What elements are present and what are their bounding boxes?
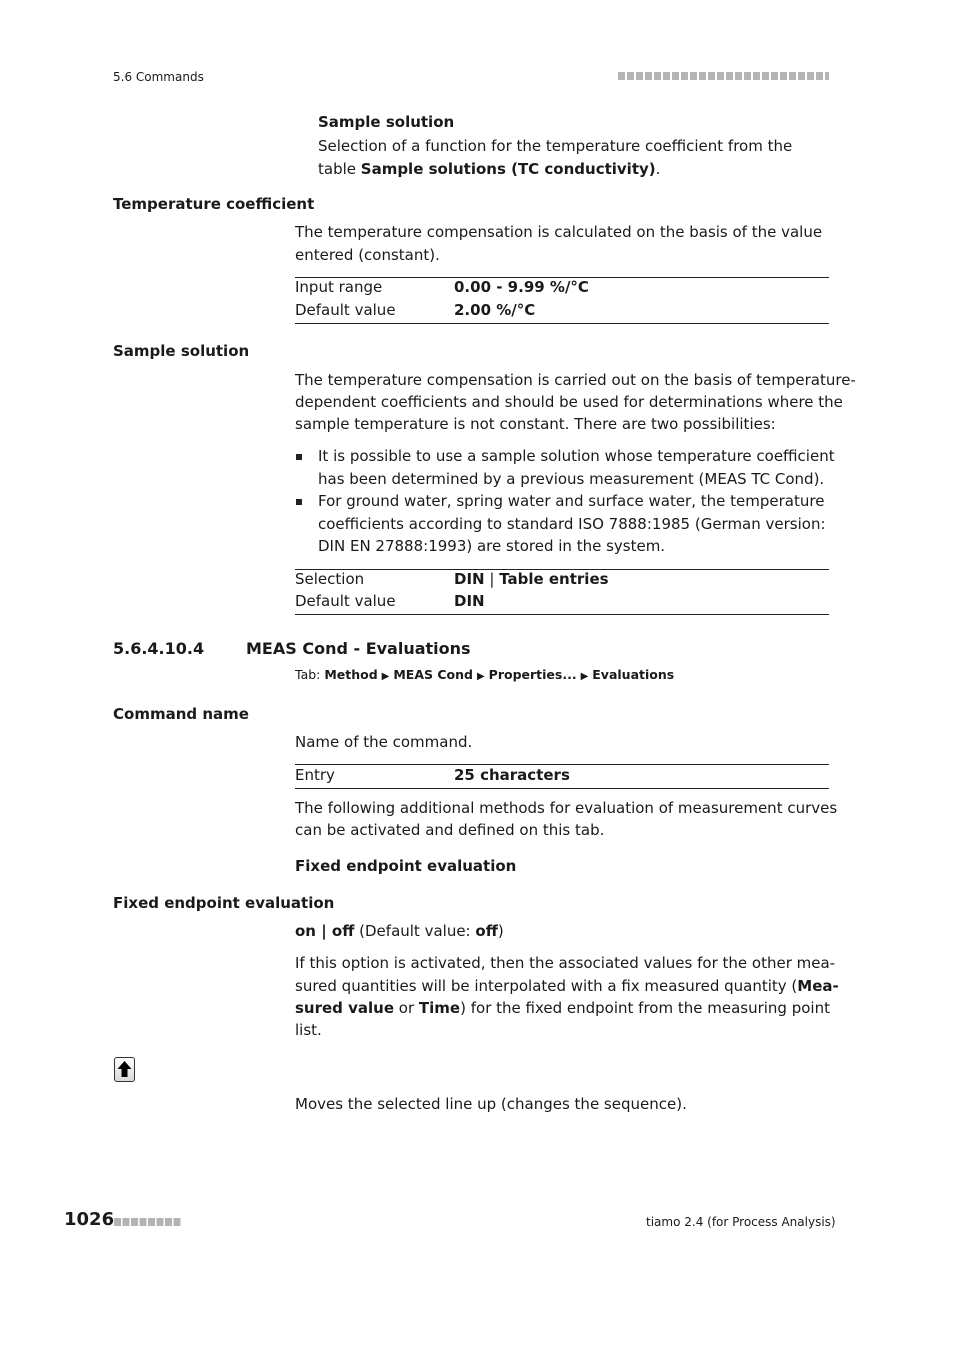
line2-bold: Mea- [797, 977, 839, 995]
sample-solution-title: Sample solution [113, 342, 250, 360]
fixed-endpoint-title: Fixed endpoint evaluation [113, 894, 335, 912]
section-number: 5.6.4.10.4 [113, 639, 205, 658]
row-value: 25 characters [454, 766, 570, 784]
selection-value-din: DIN [454, 570, 485, 588]
intro-text-before: Selection of a function for the temperature coefficient from the table [318, 137, 793, 178]
temp-coeff-line2: entered (constant). [295, 246, 440, 264]
row-value: 2.00 %/°C [454, 301, 536, 319]
line2-text: sured quantities will be interpolated with a fix measured quantity ( [295, 977, 798, 995]
line3-text-d: ) for the fixed endpoint from the measuring point [460, 999, 830, 1017]
temp-coeff-line1: The temperature compensation is calculated on the basis of the value [295, 223, 823, 241]
row-value: 0.00 - 9.99 %/°C [454, 278, 589, 296]
row-label: Selection [295, 570, 365, 588]
triangle-right-icon: ▶ [580, 671, 589, 682]
bullet-2-line: DIN EN 27888:1993) are stored in the system. [318, 537, 666, 555]
option-off: off [331, 922, 355, 940]
fixed-endpoint-line [295, 975, 839, 998]
default-value: off [475, 922, 498, 940]
fixed-endpoint-subheading: Fixed endpoint evaluation [295, 857, 517, 875]
row-label: Input range [295, 278, 383, 296]
table-rule [295, 323, 829, 324]
move-up-text: Moves the selected line up (changes the sequence). [295, 1095, 687, 1113]
intro-term-text [318, 135, 828, 180]
triangle-right-icon: ▶ [476, 671, 485, 682]
sample-solution-line: The temperature compensation is carried out on the basis of temperature- [295, 371, 856, 389]
selection-separator: | [484, 570, 500, 588]
tab-path-item: Properties... [488, 667, 577, 682]
default-prefix: (Default value: [354, 922, 476, 940]
tab-prefix: Tab: [295, 667, 325, 682]
tab-path [295, 667, 674, 682]
arrow-up-icon [115, 1058, 134, 1081]
tab-path-item: Evaluations [592, 667, 675, 682]
page-number: 1026 [64, 1209, 115, 1230]
table-rule [295, 764, 829, 765]
row-label: Default value [295, 592, 396, 610]
bullet-square-icon [296, 499, 302, 505]
footer-product: tiamo 2.4 (for Process Analysis) [646, 1215, 836, 1229]
table-rule [295, 788, 829, 789]
row-value [454, 570, 609, 588]
row-value: DIN [454, 592, 485, 610]
default-suffix: ) [497, 922, 504, 940]
row-label: Entry [295, 766, 335, 784]
bullet-2-line: coefficients according to standard ISO 7888:1985 (German version: [318, 515, 826, 533]
row-label: Default value [295, 301, 396, 319]
fixed-endpoint-line: list. [295, 1021, 322, 1039]
line3-bold-c: Time [418, 999, 461, 1017]
fixed-endpoint-line [295, 997, 830, 1020]
command-name-title: Command name [113, 705, 249, 723]
command-name-text: Name of the command. [295, 733, 473, 751]
selection-value-table: Table entries [499, 570, 609, 588]
bullet-square-icon [296, 454, 302, 460]
bullet-2-line: For ground water, spring water and surface water, the temperature [318, 492, 825, 510]
header-decoration [618, 72, 829, 80]
move-up-button[interactable] [114, 1057, 135, 1082]
bullet-1-line: has been determined by a previous measurement (MEAS TC Cond). [318, 470, 825, 488]
intro-text-bold: Sample solutions (TC conductivity) [360, 159, 656, 178]
line3-text-b: or [394, 999, 419, 1017]
temp-coeff-title: Temperature coefficient [113, 195, 315, 213]
fixed-endpoint-line: If this option is activated, then the associated values for the other mea- [295, 954, 836, 972]
header-section: 5.6 Commands [113, 70, 204, 84]
tab-path-item: Method [324, 667, 378, 682]
intro-text-after: . [655, 159, 661, 178]
section-title: MEAS Cond - Evaluations [246, 639, 471, 658]
option-on: on [295, 922, 316, 940]
command-name-after: The following additional methods for evaluation of measurement curves [295, 799, 838, 817]
bullet-1-line: It is possible to use a sample solution whose temperature coefficient [318, 447, 835, 465]
sample-solution-line: sample temperature is not constant. There are two possibilities: [295, 415, 776, 433]
option-separator: | [315, 922, 332, 940]
table-rule [295, 614, 829, 615]
command-name-after: can be activated and defined on this tab. [295, 821, 605, 839]
tab-path-item: MEAS Cond [393, 667, 473, 682]
line3-bold-a: sured value [295, 999, 395, 1017]
fixed-endpoint-options [295, 920, 504, 943]
triangle-right-icon: ▶ [381, 671, 390, 682]
footer-decoration [114, 1218, 182, 1226]
intro-term-title: Sample solution [318, 113, 455, 131]
sample-solution-line: dependent coefficients and should be used for determinations where the [295, 393, 843, 411]
